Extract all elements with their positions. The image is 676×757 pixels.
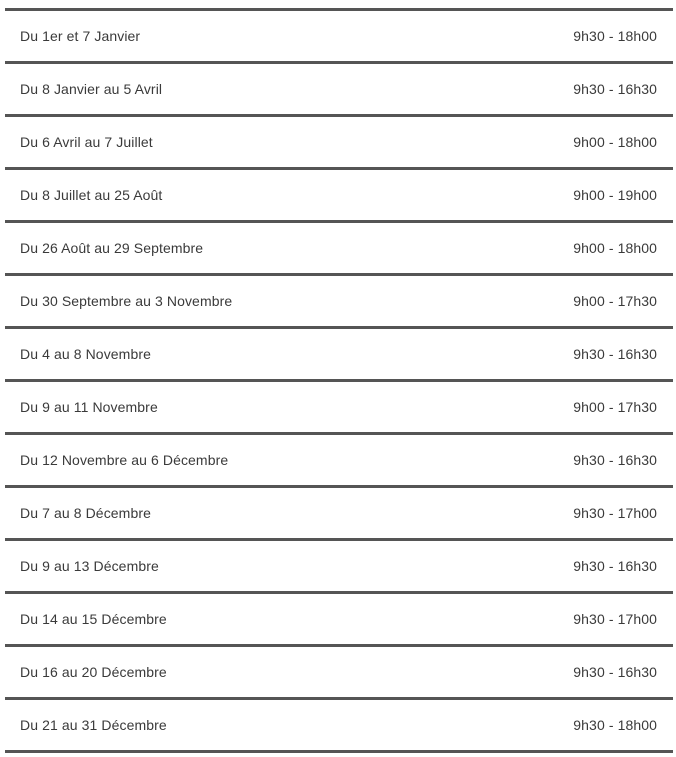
- table-row: [5, 644, 673, 697]
- table-row: [5, 697, 673, 753]
- table-row: [5, 167, 673, 220]
- table-row: [5, 220, 673, 273]
- table-row: [5, 432, 673, 485]
- table-row: [5, 273, 673, 326]
- period-label: Du 9 au 13 Décembre: [20, 558, 159, 574]
- hours-value: 9h30 - 16h30: [573, 346, 657, 362]
- period-label: Du 30 Septembre au 3 Novembre: [20, 293, 233, 309]
- period-label: Du 26 Août au 29 Septembre: [20, 240, 204, 256]
- period-label: Du 9 au 11 Novembre: [20, 399, 158, 415]
- hours-value: 9h30 - 17h00: [573, 611, 657, 627]
- hours-value: 9h00 - 17h30: [573, 399, 657, 415]
- period-label: Du 6 Avril au 7 Juillet: [20, 134, 153, 150]
- hours-value: 9h30 - 18h00: [573, 717, 657, 733]
- table-row: [5, 8, 673, 61]
- table-row: [5, 379, 673, 432]
- period-label: Du 4 au 8 Novembre: [20, 346, 151, 362]
- period-label: Du 7 au 8 Décembre: [20, 505, 151, 521]
- hours-value: 9h30 - 16h30: [573, 81, 657, 97]
- hours-value: 9h30 - 16h30: [573, 452, 657, 468]
- table-row: [5, 538, 673, 591]
- period-label: Du 8 Janvier au 5 Avril: [20, 81, 163, 97]
- period-label: Du 1er et 7 Janvier: [20, 28, 141, 44]
- table-row: [5, 485, 673, 538]
- table-row: [5, 591, 673, 644]
- hours-value: 9h30 - 17h00: [573, 505, 657, 521]
- hours-value: 9h00 - 18h00: [573, 134, 657, 150]
- hours-value: 9h00 - 18h00: [573, 240, 657, 256]
- period-label: Du 12 Novembre au 6 Décembre: [20, 452, 229, 468]
- period-label: Du 16 au 20 Décembre: [20, 664, 167, 680]
- hours-value: 9h00 - 19h00: [573, 187, 657, 203]
- table-row: [5, 326, 673, 379]
- table-row: [5, 61, 673, 114]
- hours-value: 9h30 - 16h30: [573, 664, 657, 680]
- table-row: [5, 114, 673, 167]
- opening-hours-table: [5, 0, 673, 753]
- hours-value: 9h30 - 16h30: [573, 558, 657, 574]
- hours-value: 9h00 - 17h30: [573, 293, 657, 309]
- period-label: Du 21 au 31 Décembre: [20, 717, 167, 733]
- hours-value: 9h30 - 18h00: [573, 28, 657, 44]
- period-label: Du 8 Juillet au 25 Août: [20, 187, 163, 203]
- period-label: Du 14 au 15 Décembre: [20, 611, 167, 627]
